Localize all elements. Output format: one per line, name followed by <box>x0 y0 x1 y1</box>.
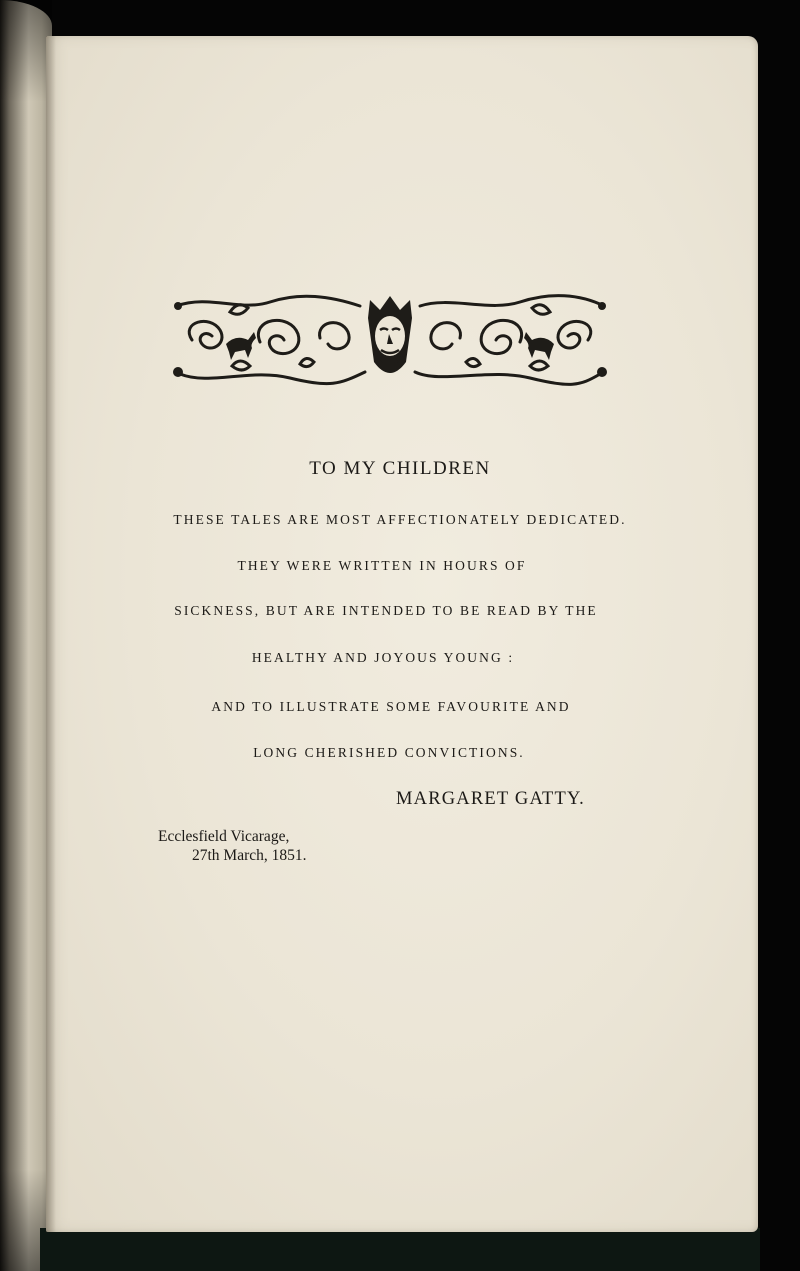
dedication-line-3: SICKNESS, BUT ARE INTENDED TO BE READ BY THE <box>174 603 598 618</box>
book-cover-edge <box>40 1228 760 1271</box>
foliate-scroll-headpiece-icon <box>170 292 610 388</box>
page-gutter-shadow <box>46 36 56 1232</box>
dedication-line-2: THEY WERE WRITTEN IN HOURS OF <box>237 558 527 573</box>
dedication-place: Ecclesfield Vicarage, <box>158 828 290 845</box>
dedication-line-4: HEALTHY AND JOYOUS YOUNG : <box>251 650 515 665</box>
facing-page-edge <box>0 0 52 1271</box>
dedication-date: 27th March, 1851. <box>192 847 307 864</box>
dedication-heading: TO MY CHILDREN <box>309 458 491 479</box>
book-page <box>46 36 758 1232</box>
author-signature: MARGARET GATTY. <box>396 789 585 809</box>
dedication-line-6: LONG CHERISHED CONVICTIONS. <box>253 745 525 760</box>
dedication-line-5: AND TO ILLUSTRATE SOME FAVOURITE AND <box>211 699 571 714</box>
dedication-line-1: THESE TALES ARE MOST AFFECTIONATELY DEDICATED. <box>173 512 627 527</box>
